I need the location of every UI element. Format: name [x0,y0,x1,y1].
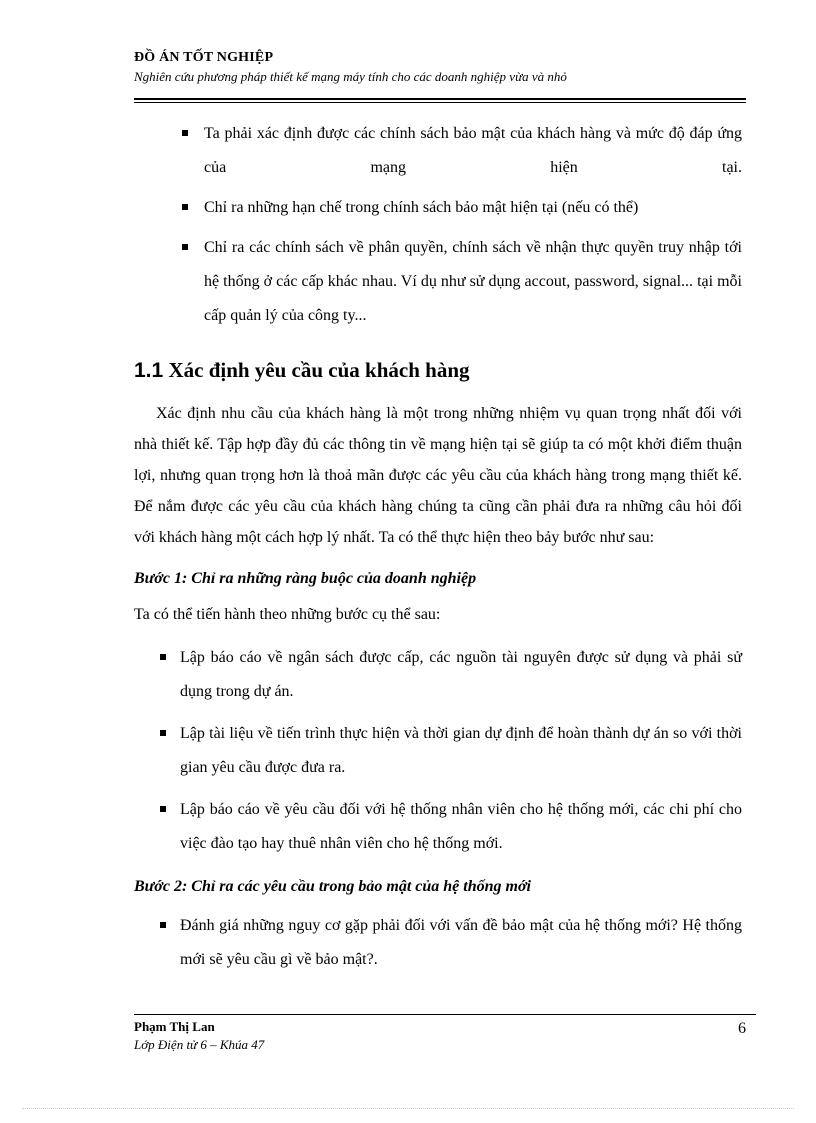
security-policy-list [134,117,742,333]
step-1-intro: Ta có thể tiến hành theo những bước cụ thể sau: [134,606,441,623]
page-content [134,117,742,977]
bullet-square-icon [160,922,166,928]
list-item: Chỉ ra các chính sách về phân quyền, chính sách về nhận thực quyền truy nhập tới hệ thống ở các cấp khác nhau. Ví dụ như sử dụng accout, password, signal... tại mỗi cấp quản lý của công ty... [134,231,742,333]
document-subtitle: Nghiên cứu phương pháp thiết kế mạng máy tính cho các doanh nghiệp vừa và nhỏ [134,69,567,84]
step-1-heading: Bước 1: Chỉ ra những ràng buộc của doanh nghiệp [134,570,477,587]
page-number: 6 [738,1020,746,1037]
bullet-square-icon [160,730,166,736]
section-paragraph: Xác định nhu cầu của khách hàng là một trong những nhiệm vụ quan trọng nhất đối với nhà thiết kế. Tập hợp đầy đủ các thông tin về mạng hiện tại sẽ giúp ta có một khởi điểm thuận lợi, nhưng quan trọng hơn là thoả mãn được các yêu cầu của khách hàng trong mạng thiết kế. Để nắm được các yêu cầu của khách hàng chúng ta cũng cần phải đưa ra những câu hỏi đối với khách hàng một cách hợp lý nhất. Ta có thể thực hiện theo bảy bước như sau: [134,405,742,546]
list-item: Ta phải xác định được các chính sách bảo mật của khách hàng và mức độ đáp ứng của mạng hiện tại. [134,117,742,185]
footer-class: Lớp Điện tử 6 – Khúa 47 [134,1037,265,1052]
footer-author: Phạm Thị Lan [134,1019,215,1034]
section-title: Xác định yêu cầu của khách hàng [168,358,470,382]
step-2-list [134,909,742,977]
bullet-square-icon [160,654,166,660]
page-footer [134,1014,756,1053]
list-item: Lập báo cáo về yêu cầu đối với hệ thống nhân viên cho hệ thống mới, các chi phí cho việc đào tạo hay thuê nhân viên cho hệ thống mới. [134,793,742,861]
bullet-square-icon [182,204,188,210]
header-divider [134,98,746,103]
section-number: 1.1 [134,359,164,382]
list-item: Lập báo cáo về ngân sách được cấp, các nguồn tài nguyên được sử dụng và phải sử dụng trong dự án. [134,641,742,709]
step-2-heading: Bước 2: Chỉ ra các yêu cầu trong bảo mật của hệ thống mới [134,878,531,895]
bullet-square-icon [160,806,166,812]
footer-divider [134,1014,756,1015]
step-1-list [134,641,742,861]
bullet-square-icon [182,244,188,250]
page-header [134,50,746,85]
list-item: Chỉ ra những hạn chế trong chính sách bảo mật hiện tại (nếu có thể) [134,191,742,225]
list-item: Đánh giá những nguy cơ gặp phải đối với vấn đề bảo mật của hệ thống mới? Hệ thống mới sẽ yêu cầu gì về bảo mật?. [134,909,742,977]
document-title: ĐỒ ÁN TỐT NGHIỆP [134,50,274,65]
section-heading [134,355,742,386]
page-bottom-border [22,1108,794,1109]
list-item: Lập tài liệu về tiến trình thực hiện và thời gian dự định để hoàn thành dự án so với thời gian yêu cầu được đưa ra. [134,717,742,785]
bullet-square-icon [182,130,188,136]
